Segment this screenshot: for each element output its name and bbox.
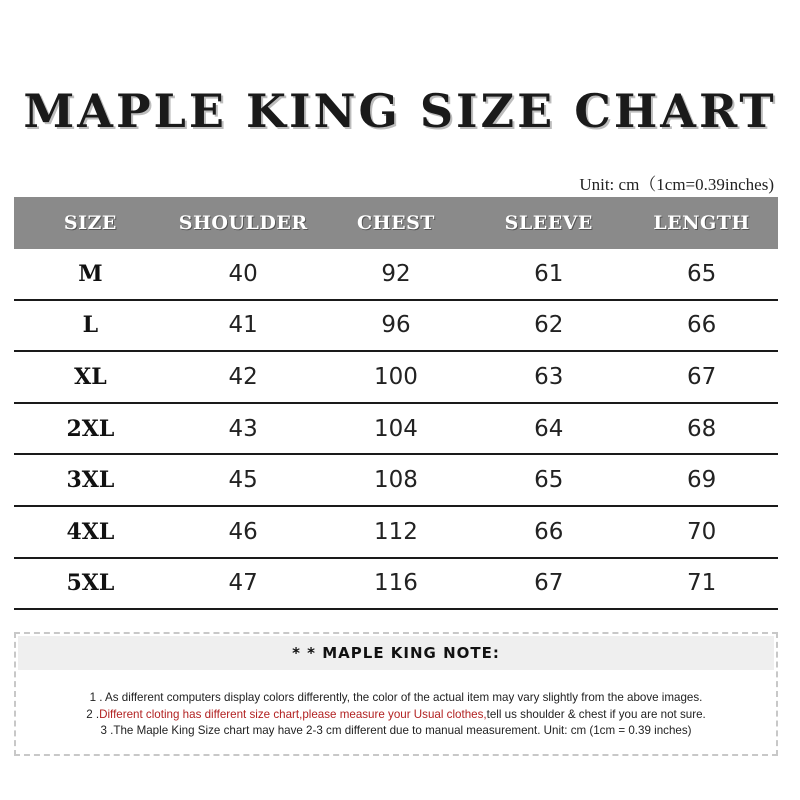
cell-size: M (78, 260, 103, 287)
cell-chest: 100 (374, 363, 418, 390)
size-table (14, 197, 778, 610)
note-heading: * * MAPLE KING NOTE: (18, 636, 774, 670)
cell-sleeve: 63 (534, 363, 564, 390)
note-lines (16, 690, 776, 740)
cell-shoulder: 41 (228, 312, 258, 339)
note-line-2-rest: tell us shoulder & chest if you are not sure. (486, 707, 706, 721)
cell-length: 66 (686, 312, 717, 339)
table-row (14, 507, 778, 559)
cell-sleeve: 67 (534, 570, 564, 597)
cell-size: XL (74, 363, 107, 390)
table-row (14, 404, 778, 456)
cell-size: 4XL (66, 518, 115, 545)
note-box (14, 632, 778, 756)
cell-shoulder: 42 (228, 363, 258, 390)
header-size: SIZE (63, 212, 117, 234)
table-row (14, 301, 778, 353)
cell-shoulder: 43 (228, 415, 258, 442)
cell-length: 71 (686, 570, 717, 597)
cell-length: 68 (686, 415, 717, 442)
header-sleeve: SLEEVE (504, 212, 593, 234)
note-line-2-prefix: 2 . (86, 707, 100, 721)
cell-shoulder: 47 (228, 570, 258, 597)
note-line-2-warning: Different cloting has different size chart,please measure your Usual clothes, (99, 707, 487, 721)
cell-chest: 108 (374, 467, 418, 494)
table-header (14, 197, 778, 249)
cell-chest: 116 (374, 570, 418, 597)
table-row (14, 249, 778, 301)
unit-note: Unit: cm（1cm=0.39inches) (579, 175, 774, 194)
cell-chest: 96 (381, 312, 411, 339)
cell-sleeve: 64 (534, 415, 564, 442)
header-length: LENGTH (653, 212, 750, 234)
note-line-2 (16, 707, 776, 724)
table-row (14, 352, 778, 404)
cell-length: 65 (686, 260, 717, 287)
cell-shoulder: 40 (228, 260, 258, 287)
header-shoulder: SHOULDER (178, 212, 308, 234)
table-row (14, 559, 778, 611)
note-line-1: 1 . As different computers display colors differently, the color of the actual item may vary slightly from the above images. (89, 691, 703, 704)
header-chest: CHEST (357, 212, 435, 234)
table-body (14, 249, 778, 610)
note-line-3: 3 .The Maple King Size chart may have 2-3 cm different due to manual measurement. Unit: cm (1cm = 0.39 inches) (100, 724, 692, 737)
cell-shoulder: 45 (228, 467, 258, 494)
page-title: MAPLE KING SIZE CHART (23, 84, 777, 138)
cell-size: 5XL (66, 570, 115, 597)
table-row (14, 455, 778, 507)
cell-length: 69 (686, 467, 717, 494)
cell-sleeve: 62 (534, 312, 564, 339)
cell-chest: 104 (374, 415, 418, 442)
cell-chest: 112 (374, 518, 418, 545)
cell-size: 2XL (66, 415, 115, 442)
cell-size: L (82, 312, 99, 339)
cell-shoulder: 46 (228, 518, 258, 545)
cell-size: 3XL (66, 467, 115, 494)
cell-sleeve: 66 (534, 518, 564, 545)
cell-chest: 92 (381, 260, 411, 287)
cell-length: 67 (686, 363, 717, 390)
cell-length: 70 (686, 518, 717, 545)
cell-sleeve: 65 (534, 467, 564, 494)
cell-sleeve: 61 (534, 260, 564, 287)
